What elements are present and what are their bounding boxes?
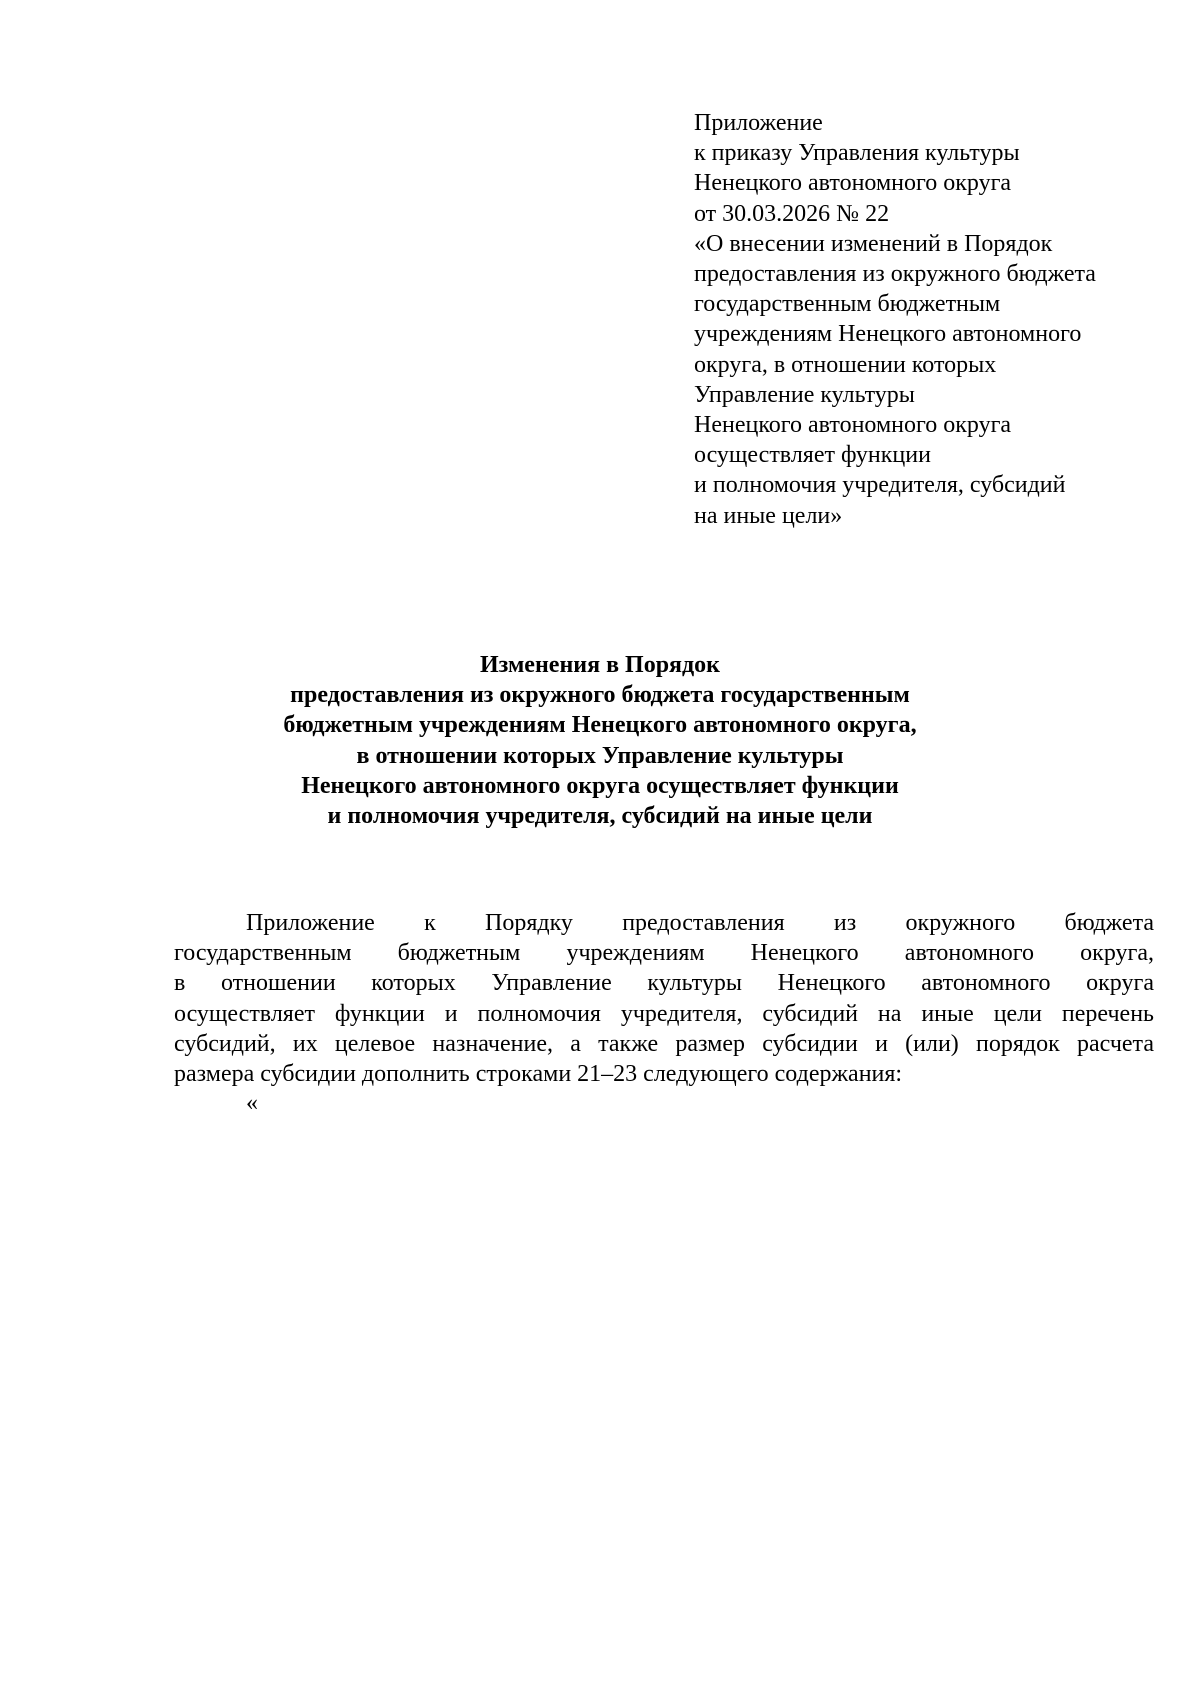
appendix-line: Ненецкого автономного округа [694,412,1012,439]
appendix-line: от 30.03.2026 № 22 [694,200,890,227]
appendix-line: предоставления из окружного бюджета [694,261,1096,288]
appendix-line: округа, в отношении которых [694,351,997,378]
body-line: субсидий, их целевое назначение, а также размер субсидии и (или) порядок расчета [174,1030,1154,1057]
title-line: бюджетным учреждениям Ненецкого автономного округа, [283,712,917,739]
body-line: осуществляет функции и полномочия учредителя, субсидий на иные цели перечень [174,1000,1154,1027]
appendix-line: Управление культуры [694,381,915,408]
body-line: размера субсидии дополнить строками 21–23 следующего содержания: [174,1061,903,1088]
appendix-header [694,108,1174,531]
title-line: и полномочия учредителя, субсидий на иные цели [327,803,873,830]
appendix-line: государственным бюджетным [694,291,1001,318]
appendix-line: на иные цели» [694,502,843,529]
title-line: Ненецкого автономного округа осуществляет функции [301,772,899,799]
appendix-line: осуществляет функции [694,442,931,469]
body-paragraph [174,908,1154,1089]
body-line: в отношении которых Управление культуры Ненецкого автономного округа [174,970,1154,997]
open-quote-mark: « [246,1090,258,1116]
body-line: Приложение к Порядку предоставления из окружного бюджета [246,910,1154,936]
appendix-line: и полномочия учредителя, субсидий [694,472,1066,499]
appendix-line: Приложение [694,110,823,136]
title-line: Изменения в Порядок [479,652,721,678]
title-line: в отношении которых Управление культуры [356,742,844,769]
appendix-line: Ненецкого автономного округа [694,170,1012,197]
appendix-line: к приказу Управления культуры [694,140,1020,167]
appendix-line: «О внесении изменений в Порядок [694,230,1053,257]
title-line: предоставления из окружного бюджета государственным [290,682,910,709]
body-line: государственным бюджетным учреждениям Ненецкого автономного округа, [174,940,1154,967]
document-title [150,650,1050,831]
appendix-line: учреждениям Ненецкого автономного [694,321,1082,348]
